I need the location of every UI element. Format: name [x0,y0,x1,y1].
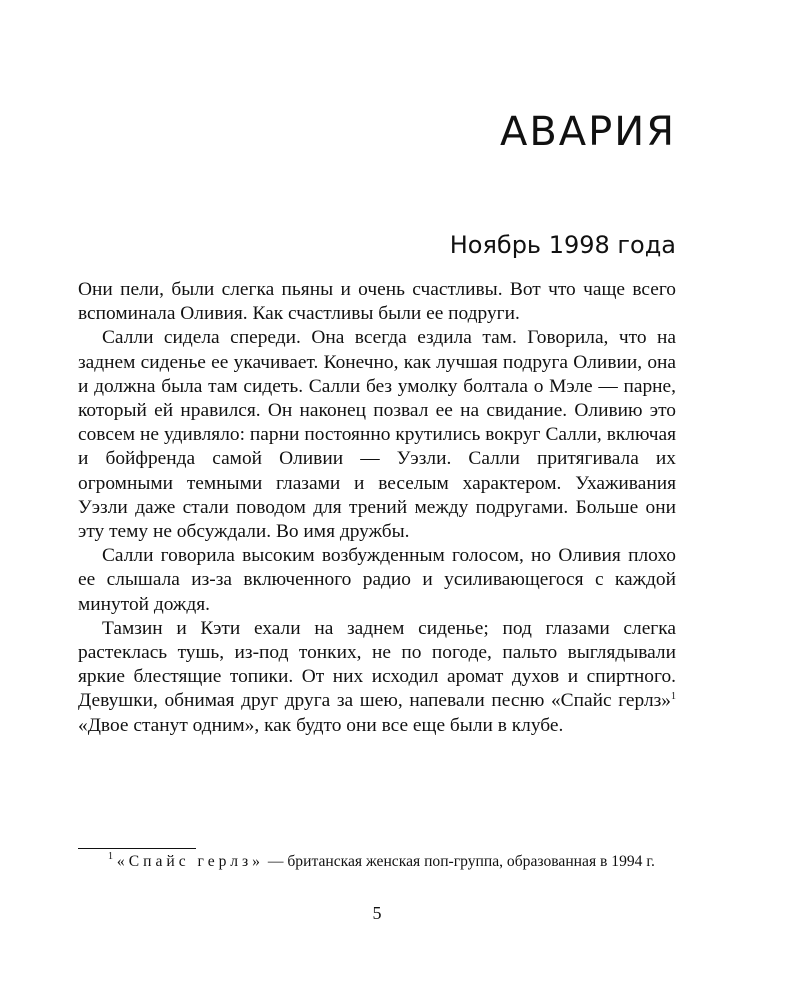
footnote [78,852,676,872]
paragraph-1: Они пели, были слегка пьяны и очень счастливы. Вот что чаще всего вспоминала Оливия. Как счастливы были ее подруги. [78,279,676,325]
paragraph-3: Салли говорила высоким возбужденным голосом, но Оливия плохо ее слышала из-за включенного радио и усиливающегося с каждой минутой дождя. [78,545,676,615]
footnote-text: — британская женская поп-группа, образованная в 1994 г. [263,853,655,870]
paragraph-4-text-end: «Двое станут одним», как будто они все еще были в клубе. [78,714,564,736]
page-number: 5 [372,903,382,923]
paragraph-4-text-start: Тамзин и Кэти ехали на заднем сиденье; под глазами слегка растеклась тушь, из-под тонких, не по погоде, пальто выглядывали яркие блестящие топики. От них исходил аромат духов и спиртного. Девушки, обнимая друг друга за шею, напевали песню «Спайс герлз» [78,617,676,712]
footnote-term: «Спайс герлз» [116,853,264,870]
body-text [78,278,676,738]
paragraph-4 [78,617,676,738]
footnote-divider [78,848,196,849]
footnote-number: 1 [108,851,113,862]
paragraph-2: Салли сидела спереди. Она всегда ездила там. Говорила, что на заднем сиденье ее укачивает. Конечно, как лучшая подруга Оливии, она и должна была там сидеть. Салли без умолку болтала о Мэле — парне, который ей нравился. Он наконец позвал ее на свидание. Оливию это совсем не удивляло: парни постоянно крутились вокруг Салли, включая и бойфренда самой Оливии — Уэзли. Салли притягивала их огромными темными глазами и веселым характером. Ухаживания Уэзли даже стали поводом для трений между подругами. Больше они эту тему не обсуждали. Во имя дружбы. [78,327,676,543]
book-page [78,0,676,1000]
footnote-reference: 1 [671,691,676,703]
chapter-title: АВАРИЯ [499,109,676,155]
date-heading: Ноябрь 1998 года [449,231,676,259]
